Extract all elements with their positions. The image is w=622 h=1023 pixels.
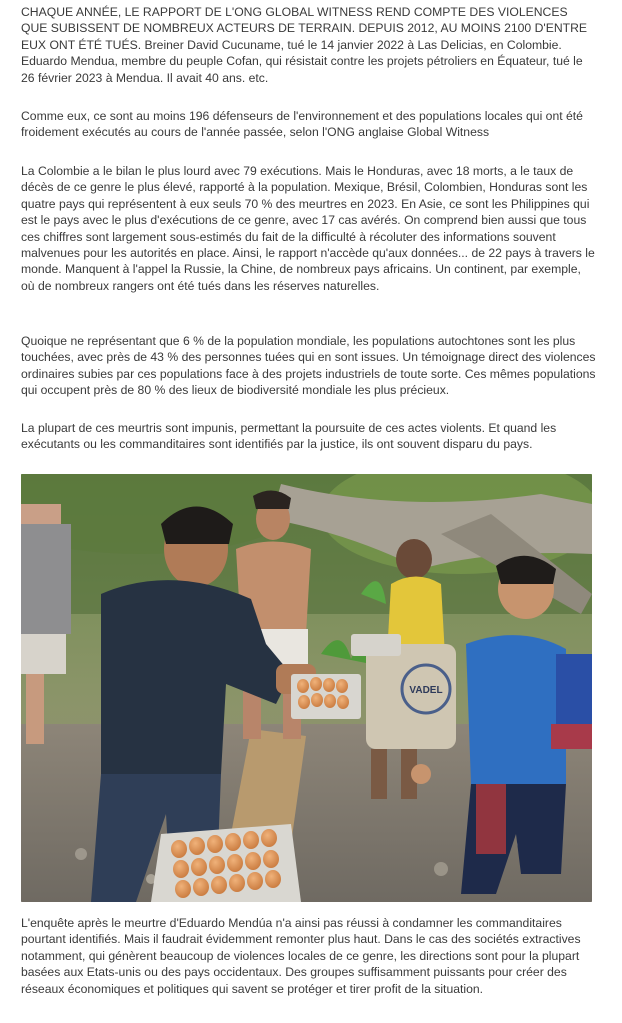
paragraph-5: L'enquête après le meurtre d'Eduardo Mendúa n'a ainsi pas réussi à condamner les commanditaires pourtant identifiés. Mais il faudrait évidemment remonter plus haut. Dans le cas des sociétés extractives notamment, qui génèrent beaucoup de violences locales de ce genre, les directions sont pour la plupart basées aux Etats-unis ou des pays occidentaux. Des groupes suffisamment puissants pour créer des réseaux économiques et politiques qui savent se protéger et tirer profit de la situation. <box>21 916 581 996</box>
article-lead: CHAQUE ANNÉE, LE RAPPORT DE L'ONG GLOBAL WITNESS REND COMPTE DES VIOLENCES QUE SUBISSENT DE NOMBREUX ACTEURS DE TERRAIN. DEPUIS 2012, AU MOINS 2100 D'ENTRE EUX ONT ÉTÉ TUÉS. Breiner David Cucuname, tué le 14 janvier 2022 à Las Delicias, en Colombie. Eduardo Mendua, membre du peuple Cofan, qui résistait contre les projets pétroliers en Équateur, tué le 26 février 2023 à Mendua. Il avait 40 ans. etc. <box>21 5 588 85</box>
article-photo <box>21 474 592 902</box>
egg-tray-held <box>291 674 361 719</box>
egg-tray-ground <box>151 824 301 902</box>
paragraph-3: Quoique ne représentant que 6 % de la population mondiale, les populations autochtones sont les plus touchées, avec près de 43 % des personnes tuées qui en sont issues. Un témoignage direct des violences ordinaires subies par ces populations face à des projets industriels de toute sorte. Ces mêmes populations qui occupent près de 80 % des lieux de biodiversité mondiale les plus précieux. <box>21 334 596 398</box>
photo-egg-distribution-illustration <box>21 474 592 902</box>
paragraph-1: Comme eux, ce sont au moins 196 défenseurs de l'environnement et des populations locales qui ont été froidement exécutés au cours de l'année passée, selon l'ONG anglaise Global Witness <box>21 109 583 140</box>
paragraph-2: La Colombie a le bilan le plus lourd avec 79 exécutions. Mais le Honduras, avec 18 morts, a le taux de décès de ce genre le plus élevé, rapporté à la population. Mexique, Brésil, Colombien, Honduras sont les quatre pays qui représentent à eux seuls 70 % des meurtres en 2023. En Asie, ce sont les Philippines qui est le pays avec le plus d'exécutions de ce genre, avec 17 cas avérés. On comprend bien aussi que tous ces chiffres sont largement sous-estimés du fait de la difficulté à récoluter des informations souvent malvenues pour les autorités en place. Ainsi, le rapport n'accède qu'aux données... de 22 pays à travers le monde. Manquent à l'appel la Russie, la Chine, de nombreux pays africains. Un continent, par exemple, où de nombreux rangers ont été tués dans les réserves naturelles. <box>21 164 595 293</box>
sack-brand-text: VADEL <box>409 685 443 696</box>
paragraph-4: La plupart de ces meurtris sont impunis, permettant la poursuite de ces actes violents. Et quand les exécutants ou les commanditaires sont identifiés par la justice, ils ont souvent disparu du pays. <box>21 421 557 452</box>
